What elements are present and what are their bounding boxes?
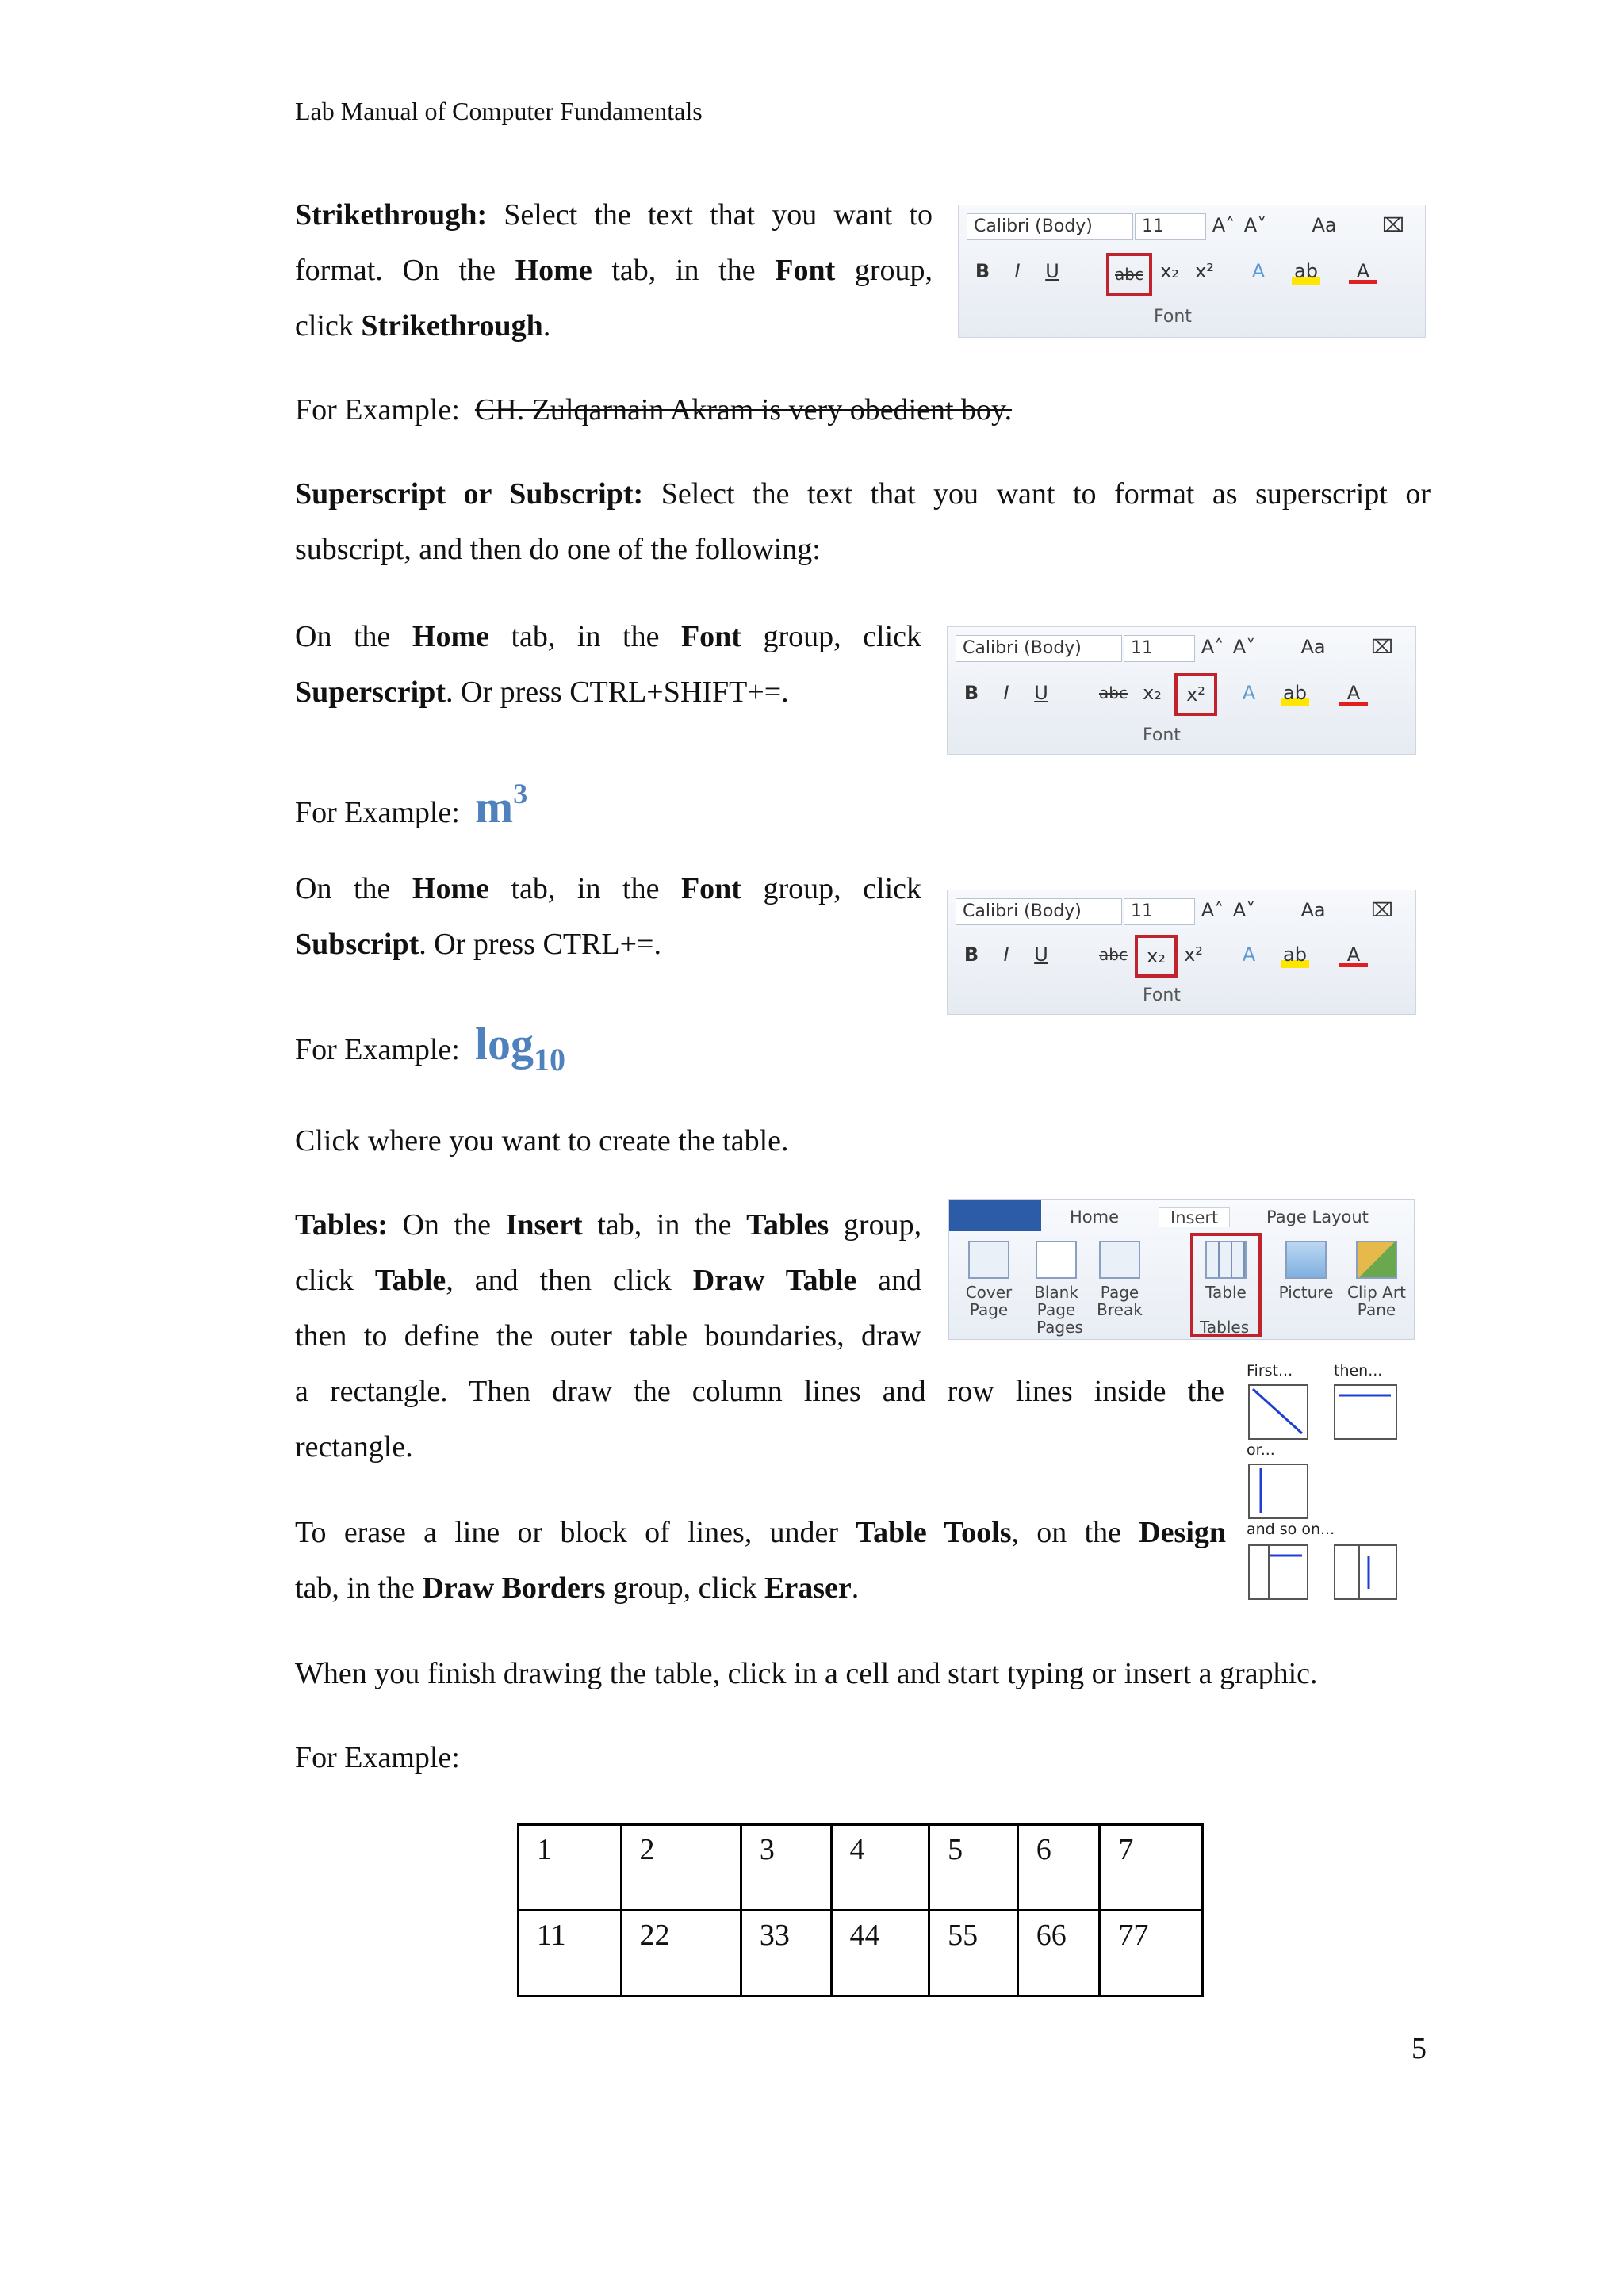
erase-paragraph: To erase a line or block of lines, under Table Tools, on the Design tab, in the Draw Borders group, click Eraser. <box>295 1516 1227 1605</box>
table-cell[interactable]: 3 <box>741 1825 831 1911</box>
table-cell[interactable]: 33 <box>741 1911 831 1996</box>
blank-page-icon <box>1036 1241 1077 1279</box>
font-group-label: Font <box>1143 985 1181 1005</box>
draw-table-diagram <box>1243 1360 1418 1608</box>
or-column-box <box>1248 1464 1308 1519</box>
italic-icon[interactable]: I <box>1014 260 1021 282</box>
grow-font-icon[interactable]: A˄ <box>1201 899 1224 921</box>
finish-paragraph: When you finish drawing the table, click in a cell and start typing or insert a graphic. <box>295 1657 1318 1690</box>
table-cell[interactable]: 7 <box>1100 1825 1203 1911</box>
table-cell[interactable]: 55 <box>929 1911 1018 1996</box>
grow-font-icon[interactable]: A˄ <box>1212 214 1235 236</box>
superscript-icon[interactable]: x² <box>1184 943 1203 966</box>
table-cell[interactable]: 2 <box>621 1825 741 1911</box>
table-cell[interactable]: 22 <box>621 1911 741 1996</box>
insert-ribbon <box>948 1199 1415 1340</box>
change-case-icon[interactable]: Aa <box>1312 214 1337 236</box>
or-label: or... <box>1247 1441 1275 1459</box>
pages-group-label: Pages <box>1036 1318 1083 1337</box>
highlight-icon[interactable]: ab <box>1281 941 1309 968</box>
text-effects-icon[interactable]: A <box>1251 260 1266 282</box>
tables-intro: Click where you want to create the table. <box>295 1124 789 1158</box>
strikethrough-icon[interactable]: abc <box>1106 253 1152 296</box>
bold-icon[interactable]: B <box>963 682 979 704</box>
font-name-combo[interactable]: Calibri (Body) <box>967 213 1133 240</box>
subscript-example-base: log <box>474 1018 534 1070</box>
clear-format-icon[interactable]: ⌧ <box>1371 636 1393 658</box>
picture-button[interactable]: Picture <box>1274 1241 1338 1301</box>
font-ribbon-subscript <box>947 890 1416 1015</box>
strikethrough-icon[interactable]: abc <box>1099 683 1128 702</box>
underline-icon[interactable]: U <box>1034 943 1048 966</box>
shrink-font-icon[interactable]: A˅ <box>1232 636 1256 658</box>
superscript-example: For Example: m3 <box>295 778 528 832</box>
table-button[interactable]: Table <box>1195 1241 1257 1301</box>
text-effects-icon[interactable]: A <box>1242 682 1256 704</box>
strikethrough-example: For Example: CH. Zulqarnain Akram is very obedient boy. <box>295 393 1013 427</box>
change-case-icon[interactable]: Aa <box>1300 636 1326 658</box>
superscript-icon[interactable]: x² <box>1174 673 1217 716</box>
table-cell[interactable]: 11 <box>519 1911 622 1996</box>
cover-page-button[interactable]: Cover Page <box>959 1241 1019 1318</box>
table-cell[interactable]: 6 <box>1017 1825 1100 1911</box>
table-cell[interactable]: 4 <box>831 1825 929 1911</box>
subscript-example: For Example: log10 <box>295 1018 566 1077</box>
shrink-font-icon[interactable]: A˅ <box>1243 214 1267 236</box>
clear-format-icon[interactable]: ⌧ <box>1371 899 1393 921</box>
clear-format-icon[interactable]: ⌧ <box>1382 214 1404 236</box>
tab-home[interactable]: Home <box>1070 1207 1120 1226</box>
underline-icon[interactable]: U <box>1045 260 1059 282</box>
subscript-icon[interactable]: x₂ <box>1160 260 1179 282</box>
blank-page-button[interactable]: Blank Page <box>1028 1241 1084 1318</box>
subscript-example-index: 10 <box>534 1042 566 1077</box>
first-label: First... <box>1247 1362 1293 1380</box>
and-so-on-box-2 <box>1334 1544 1397 1600</box>
tables-paragraph: Tables: On the Insert tab, in the Tables group, click Table, and then click Draw Table and then to define the outer table boundaries, draw <box>295 1208 922 1353</box>
highlight-icon[interactable]: ab <box>1292 258 1320 285</box>
table-cell[interactable]: 77 <box>1100 1911 1203 1996</box>
tab-page-layout[interactable]: Page Layout <box>1266 1207 1369 1226</box>
table-row <box>519 1911 1203 1996</box>
font-color-icon[interactable]: A <box>1349 258 1377 284</box>
clip-art-button[interactable]: Clip Art Pane <box>1342 1241 1411 1318</box>
change-case-icon[interactable]: Aa <box>1300 899 1326 921</box>
example-table <box>517 1823 1204 1997</box>
superscript-example-base: m <box>474 781 514 832</box>
strikethrough-icon[interactable]: abc <box>1099 945 1128 964</box>
clip-art-icon <box>1356 1241 1397 1279</box>
bold-icon[interactable]: B <box>963 943 979 966</box>
superscript-paragraph: On the Home tab, in the Font group, click Superscript. Or press CTRL+SHIFT+=. <box>295 620 921 709</box>
page-break-icon <box>1099 1241 1140 1279</box>
font-group-label: Font <box>1143 725 1181 745</box>
table-cell[interactable]: 44 <box>831 1911 929 1996</box>
tab-insert[interactable]: Insert <box>1159 1207 1230 1227</box>
bold-icon[interactable]: B <box>975 260 990 282</box>
subscript-icon[interactable]: x₂ <box>1143 682 1162 704</box>
font-group-label: Font <box>1154 307 1192 327</box>
font-size-combo[interactable]: 11 <box>1124 635 1195 662</box>
font-size-combo[interactable]: 11 <box>1124 898 1195 925</box>
then-label: then... <box>1334 1362 1383 1380</box>
cover-page-icon <box>968 1241 1009 1279</box>
then-row-box <box>1334 1384 1397 1440</box>
table-row <box>519 1825 1203 1911</box>
grow-font-icon[interactable]: A˄ <box>1201 636 1224 658</box>
superscript-example-exponent: 3 <box>513 778 528 809</box>
tables-group-label: Tables <box>1200 1318 1250 1337</box>
font-color-icon[interactable]: A <box>1339 679 1368 706</box>
page-number: 5 <box>1411 2032 1427 2065</box>
strikethrough-paragraph: Strikethrough: Select the text that you want to format. On the Home tab, in the Font group, click Strikethrough. <box>295 198 933 342</box>
picture-icon <box>1285 1241 1327 1279</box>
supsub-paragraph: Superscript or Subscript: Select the text that you want to format as superscript or subscript, and then do one of the following: <box>295 477 1431 566</box>
subscript-icon[interactable]: x₂ <box>1135 935 1178 978</box>
highlight-icon[interactable]: ab <box>1281 679 1309 706</box>
font-color-icon[interactable]: A <box>1339 941 1368 967</box>
subscript-paragraph: On the Home tab, in the Font group, click Subscript. Or press CTRL+=. <box>295 872 921 961</box>
underline-icon[interactable]: U <box>1034 682 1048 704</box>
text-effects-icon[interactable]: A <box>1242 943 1256 966</box>
shrink-font-icon[interactable]: A˅ <box>1232 899 1256 921</box>
table-cell[interactable]: 66 <box>1017 1911 1100 1996</box>
strikethrough-example-text: CH. Zulqarnain Akram is very obedient boy. <box>474 393 1013 427</box>
italic-icon[interactable]: I <box>1003 943 1009 966</box>
font-name-combo[interactable]: Calibri (Body) <box>956 898 1122 925</box>
superscript-icon[interactable]: x² <box>1195 260 1214 282</box>
tables-paragraph-cont: a rectangle. Then draw the column lines and row lines inside the rectangle. <box>295 1375 1224 1464</box>
first-rectangle-box <box>1248 1384 1308 1440</box>
table-cell[interactable]: 5 <box>929 1825 1018 1911</box>
strikethrough-term: Strikethrough: <box>295 198 488 232</box>
font-size-combo[interactable]: 11 <box>1135 213 1206 240</box>
font-ribbon-superscript <box>947 626 1416 755</box>
table-example-label: For Example: <box>295 1741 460 1774</box>
font-ribbon-strikethrough <box>958 205 1426 338</box>
office-button-icon[interactable] <box>949 1200 1041 1231</box>
table-icon <box>1205 1241 1247 1279</box>
table-cell[interactable]: 1 <box>519 1825 622 1911</box>
and-so-on-box-1 <box>1248 1544 1308 1600</box>
page-break-button[interactable]: Page Break <box>1092 1241 1147 1318</box>
font-name-combo[interactable]: Calibri (Body) <box>956 635 1122 662</box>
and-so-on-label: and so on... <box>1247 1521 1335 1538</box>
page-header: Lab Manual of Computer Fundamentals <box>295 97 703 125</box>
italic-icon[interactable]: I <box>1003 682 1009 704</box>
